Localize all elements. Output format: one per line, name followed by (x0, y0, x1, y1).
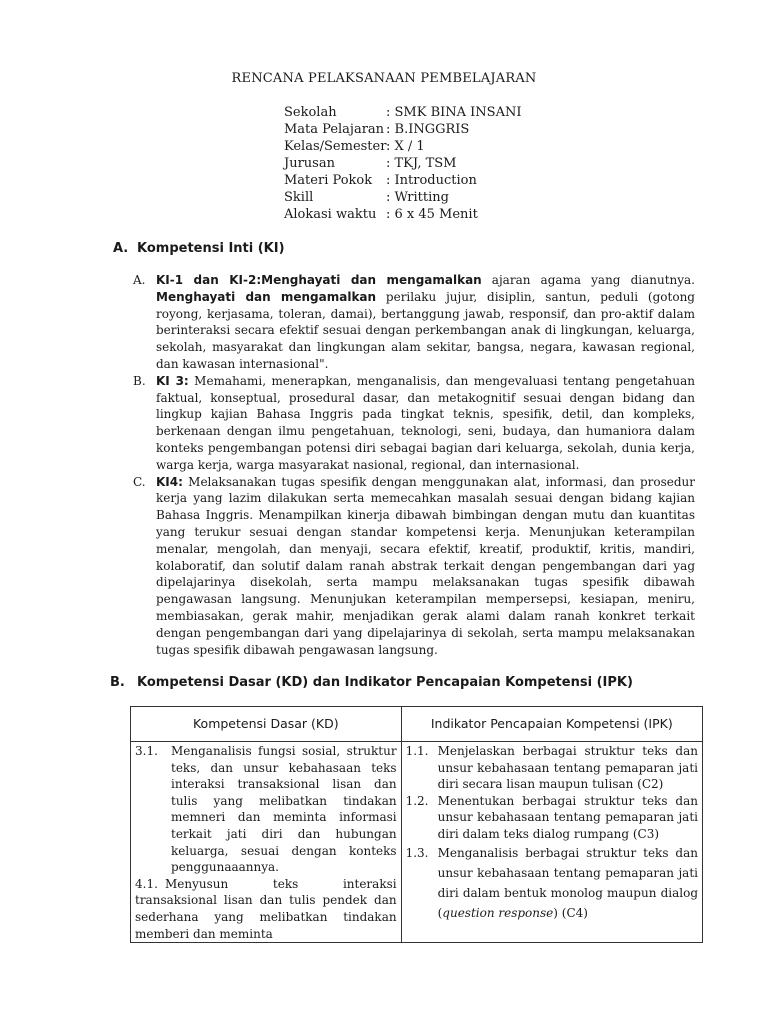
kd-cell (131, 742, 402, 943)
ipk-item (406, 743, 698, 793)
ki-body: Melaksanakan tugas spesifik dengan menggunakan alat, informasi, dan prosedur kerja yang lazim dilakukan serta memecahkan masalah sesuai dengan bidang kajian Bahasa Inggris. Menampilkan kinerja dibawah bimbingan dengan mutu dan kuantitas yang terukur sesuai dengan standar kompetensi kerja. Menunjukan keterampilan menalar, mengolah, dan menyaji, secara efektif, kreatif, produktif, kritis, mandiri, kolaboratif, dan solutif dalam ranah abstrak terkait dengan pengembangan dari yag dipelajarinya disekolah, serta mampu melaksanakan tugas spesifik dibawah pengawasan langsung. Menunjukan keterampilan mempersepsi, kesiapan, meniru, membiasakan, gerak mahir, menjadikan gerak alami dalam ranah konkret terkait dengan pengembangan dari yang dipelajarinya di sekolah, serta mampu melaksanakan tugas spesifik dibawah pengawasan langsung. (156, 474, 695, 657)
ipk-number: 1.3. (405, 845, 429, 860)
identity-label: Alokasi waktu (284, 207, 377, 222)
ki-name: KI-1 dan KI-2: (156, 273, 262, 287)
kd-text: Menyusun teks interaksi transaksional lisan dan tulis pendek dan sederhana yang melibatkan tindakan memberi dan meminta (135, 876, 397, 941)
identity-value: : B.INGGRIS (386, 122, 470, 137)
section-title: Kompetensi Inti (KI) (137, 241, 285, 256)
ipk-text-part: ) (C4) (553, 905, 588, 920)
identity-value: : X / 1 (386, 139, 425, 154)
ki-letter: C. (133, 474, 146, 489)
ipk-number: 1.2. (405, 793, 429, 808)
identity-value: : Writting (386, 190, 449, 205)
ki-emphasis: Menghayati dan mengamalkan (261, 273, 482, 287)
ki-name: KI 3: (156, 373, 189, 388)
kd-ipk-table (130, 706, 703, 943)
identity-row (284, 172, 521, 189)
identity-row (284, 206, 521, 223)
ki-item (133, 272, 695, 373)
identity-row (284, 121, 521, 138)
identity-row (284, 138, 521, 155)
ki-text (156, 474, 695, 659)
identity-block (284, 104, 521, 223)
ki-text (156, 373, 695, 474)
section-b-heading (110, 675, 633, 690)
identity-value: : SMK BINA INSANI (386, 105, 522, 120)
ki-list (133, 272, 695, 658)
table-header-row (131, 707, 703, 742)
identity-label: Sekolah (284, 105, 337, 120)
ki-emphasis: Menghayati dan mengamalkan (156, 289, 377, 304)
kd-header: Kompetensi Dasar (KD) (131, 707, 402, 742)
identity-label: Materi Pokok (284, 173, 373, 188)
ipk-text (438, 843, 698, 923)
kd-text: Menganalisis fungsi sosial, struktur teks, dan unsur kebahasaan teks interaksi transaksional lisan dan tulis yang melibatkan tindakan memneri dan meminta informasi terkait jati diri dan hubungan keluarga, sesuai dengan konteks penggunaaannya. (171, 744, 397, 875)
ki-body: Memahami, menerapkan, menganalisis, dan mengevaluasi tentang pengetahuan faktual, konseptual, prosedural dasar, dan metakognitif sesuai dengan bidang dan lingkup kajian Bahasa Inggris pada tingkat teknis, spesifik, detil, dan kompleks, berkenaan dengan ilmu pengetahuan, teknologi, seni, budaya, dan humaniora dalam konteks pengembangan potensi diri sebagai bagian dari keluarga, sekolah, dunia kerja, warga kerja, warga masyarakat nasional, regional, dan internasional. (156, 373, 695, 472)
section-a-heading (113, 241, 285, 256)
ipk-text: Menjelaskan berbagai struktur teks dan unsur kebahasaan tentang pemaparan jati diri secara lisan maupun tulisan (C2) (437, 744, 698, 792)
ipk-text: Menentukan berbagai struktur teks dan unsur kebahasaan tentang pemaparan jati diri dalam teks dialog rumpang (C3) (437, 793, 698, 841)
kd-item (135, 743, 397, 876)
identity-value: : TKJ, TSM (386, 156, 457, 171)
ki-item (133, 474, 695, 659)
ipk-text-italic: question response (442, 905, 554, 920)
identity-value: : 6 x 45 Menit (386, 207, 478, 222)
table-row (131, 742, 703, 943)
document-title: RENCANA PELAKSANAAN PEMBELAJARAN (231, 71, 537, 86)
ki-body: perilaku jujur, disiplin, santun, peduli (gotong royong, kerjasama, toleran, damai), bertanggung jawab, responsif, dan pro-aktif dalam berinteraksi secara efektif sesuai dengan perkembangan anak di lingkungan, keluarga, sekolah, masyarakat dan lingkungan alam sekitar, bangsa, negara, kawasan regional, dan kawasan internasional". (156, 289, 695, 371)
section-title: Kompetensi Dasar (KD) dan Indikator Pencapaian Kompetensi (IPK) (137, 675, 633, 690)
ipk-cell (401, 742, 702, 943)
section-letter: A. (113, 241, 129, 256)
identity-label: Jurusan (284, 156, 335, 171)
ki-name: KI4: (156, 474, 183, 489)
identity-row (284, 189, 521, 206)
kd-number: 4.1. (135, 876, 158, 891)
ipk-text-part: Menganalisis berbagai struktur teks dan unsur kebahasaan tentang pemaparan jati diri dalam bentuk monolog maupun dialog ( (437, 845, 698, 920)
ipk-number: 1.1. (405, 744, 429, 758)
kd-number: 3.1. (135, 744, 158, 758)
ipk-item (406, 843, 698, 923)
identity-value: : Introduction (386, 173, 477, 188)
ipk-item (406, 793, 698, 843)
ki-body: ajaran agama yang dianutnya. (481, 273, 695, 287)
kd-item (135, 876, 397, 942)
ki-letter: B. (133, 373, 146, 388)
ki-item (133, 373, 695, 474)
identity-row (284, 155, 521, 172)
section-letter: B. (110, 675, 125, 690)
identity-label: Kelas/Semester (284, 139, 387, 154)
identity-row (284, 104, 521, 121)
ipk-header: Indikator Pencapaian Kompetensi (IPK) (401, 707, 702, 742)
identity-label: Skill (284, 190, 314, 205)
ki-letter: A. (133, 273, 146, 287)
identity-label: Mata Pelajaran (284, 122, 385, 137)
ki-text (156, 272, 695, 373)
